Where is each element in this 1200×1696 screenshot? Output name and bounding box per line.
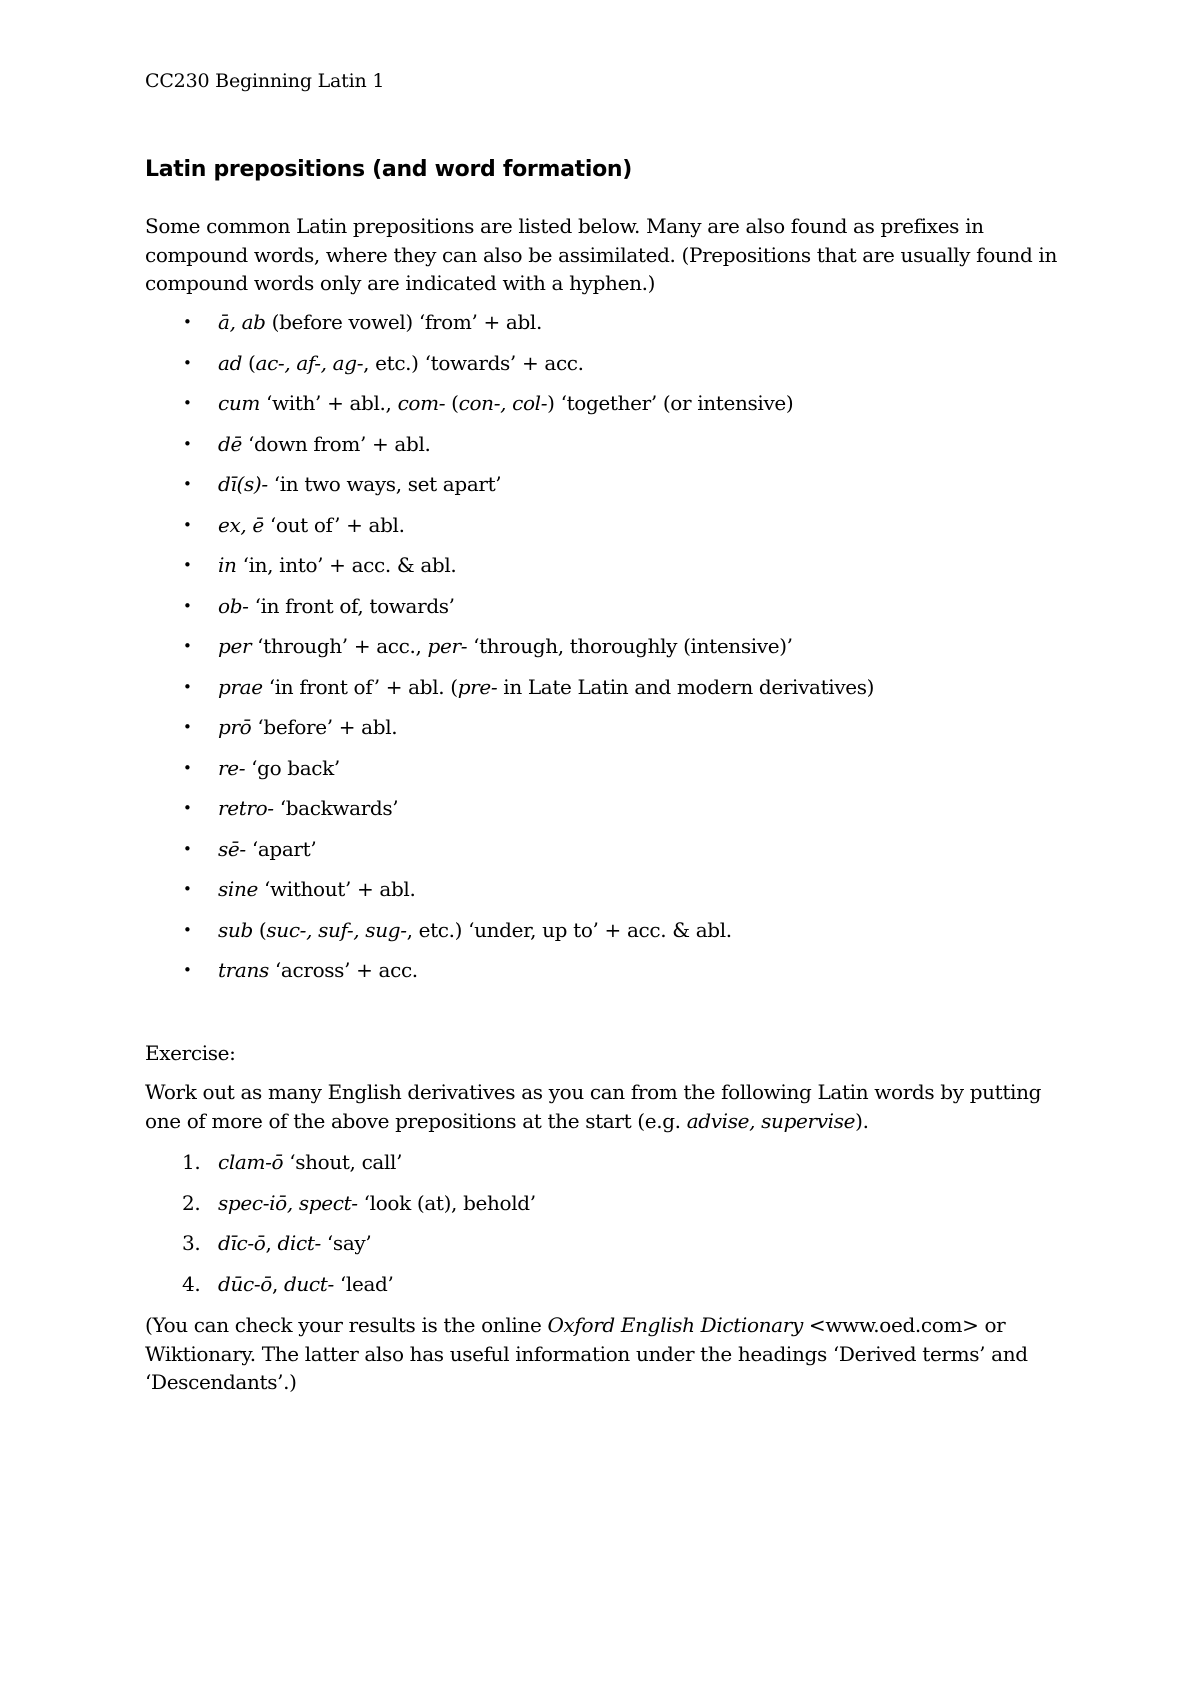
latin-term: ex, ē <box>218 512 264 537</box>
latin-term: prae <box>218 674 263 699</box>
latin-term: suc-, suf-, sug- <box>266 917 407 942</box>
text-run: ‘go back’ <box>245 755 340 780</box>
preposition-item <box>145 551 1075 592</box>
text-run: in Late Latin and modern derivatives) <box>497 674 875 699</box>
bullet-icon: • <box>183 677 192 696</box>
text-run: ‘lead’ <box>333 1271 394 1296</box>
text-run: ‘in front of, towards’ <box>248 593 455 618</box>
bullet-icon: • <box>183 353 192 372</box>
text-run: ). <box>855 1108 869 1133</box>
preposition-item <box>145 835 1075 876</box>
latin-term: dict- <box>277 1231 321 1255</box>
text-run: ‘through’ + acc., <box>251 634 428 658</box>
preposition-item <box>145 430 1075 471</box>
text-run: ‘without’ + abl. <box>257 877 416 901</box>
bullet-icon: • <box>183 961 192 979</box>
text-run: ‘out of’ + abl. <box>263 512 405 537</box>
latin-term: dī(s)- <box>218 472 268 496</box>
text-run: (You can check your results is the online <box>145 1313 548 1337</box>
preposition-item <box>145 349 1075 390</box>
latin-term: ā, ab <box>218 310 266 334</box>
preposition-item <box>145 592 1075 633</box>
preposition-item <box>145 754 1075 795</box>
text-run: ‘through, thoroughly (intensive)’ <box>467 634 793 658</box>
latin-term: ob- <box>218 593 249 618</box>
bullet-icon: • <box>183 596 192 615</box>
text-run: , etc.) ‘towards’ + acc. <box>363 350 584 375</box>
text-run: ( <box>252 917 267 942</box>
latin-term: sub <box>218 917 253 942</box>
preposition-item <box>145 875 1075 916</box>
latin-term: ac-, af-, ag- <box>255 350 364 375</box>
bullet-icon: • <box>183 434 192 453</box>
bullet-icon: • <box>183 799 192 817</box>
text-run: ‘apart’ <box>245 836 317 861</box>
bullet-icon: • <box>183 718 192 736</box>
latin-term: re- <box>218 755 246 780</box>
exercise-item <box>145 1148 1075 1189</box>
latin-term: duct- <box>283 1271 334 1296</box>
latin-term: prō <box>218 715 252 739</box>
preposition-item <box>145 956 1075 997</box>
latin-term: in <box>218 553 237 577</box>
closing-note <box>145 1311 1075 1397</box>
exercise-item <box>145 1229 1075 1270</box>
exercise-item <box>145 1270 1075 1311</box>
latin-term: spec-iō, spect- <box>218 1190 358 1215</box>
latin-term: dīc-ō <box>218 1231 266 1255</box>
text-run: ‘with’ + abl., <box>260 391 398 415</box>
text-run: ‘backwards’ <box>273 796 399 820</box>
text-run: ‘before’ + abl. <box>251 715 398 739</box>
bullet-icon: • <box>183 839 192 858</box>
item-number: 1. <box>182 1150 201 1174</box>
text-run: ‘look (at), behold’ <box>357 1190 536 1215</box>
exercise-item <box>145 1189 1075 1230</box>
latin-term: Oxford English Dictionary <box>547 1313 803 1337</box>
text-run: ( <box>445 391 459 415</box>
text-run: , <box>271 1271 284 1296</box>
latin-term: per <box>218 634 252 658</box>
bullet-icon: • <box>183 556 192 574</box>
exercise-instructions <box>145 1078 1075 1135</box>
latin-term: advise, supervise <box>686 1108 856 1133</box>
text-run: ‘down from’ + abl. <box>241 431 431 456</box>
page-title: Latin prepositions (and word formation) <box>145 157 633 182</box>
latin-term: ad <box>218 350 243 375</box>
intro-paragraph: Some common Latin prepositions are listed below. Many are also found as prefixes in compound words, where they can also be assimilated. (Prepositions that are usually found in compound words only are indicated with a hyphen.) <box>145 214 1057 295</box>
preposition-item <box>145 308 1075 349</box>
bullet-icon: • <box>183 880 192 898</box>
bullet-icon: • <box>183 920 192 939</box>
text-run: Work out as many English derivatives as you can from the following Latin words by putting one of more of the above prepositions at the start (e.g. <box>145 1080 1042 1133</box>
text-run: ‘shout, call’ <box>283 1150 403 1174</box>
preposition-item <box>145 389 1075 430</box>
latin-term: trans <box>218 958 269 982</box>
preposition-item <box>145 794 1075 835</box>
latin-term: pre- <box>457 674 498 699</box>
preposition-item <box>145 673 1075 714</box>
text-run: (before vowel) ‘from’ + abl. <box>265 310 542 334</box>
bullet-icon: • <box>183 313 192 331</box>
exercise-label: Exercise: <box>145 1041 236 1065</box>
text-run: ‘in front of’ + abl. ( <box>262 674 458 699</box>
latin-term: per- <box>427 634 468 658</box>
latin-term: clam-ō <box>218 1150 284 1174</box>
text-run: , <box>265 1231 278 1255</box>
text-run: ‘in two ways, set apart’ <box>267 472 502 496</box>
latin-term: com- <box>397 391 446 415</box>
text-run: ‘in, into’ + acc. & abl. <box>236 553 457 577</box>
latin-term: dē <box>218 431 242 456</box>
bullet-icon: • <box>183 758 192 777</box>
preposition-item <box>145 916 1075 957</box>
text-run: ‘say’ <box>320 1231 372 1255</box>
bullet-icon: • <box>183 515 192 534</box>
preposition-item <box>145 713 1075 754</box>
text-run: <www.oed.com> or Wiktionary. The latter also has useful information under the headings ‘Derived terms’ and ‘Descendants’.) <box>145 1313 1028 1394</box>
latin-term: cum <box>218 391 260 415</box>
latin-term: sine <box>218 877 258 901</box>
bullet-icon: • <box>183 637 192 655</box>
text-run: , etc.) ‘under, up to’ + acc. & abl. <box>406 917 732 942</box>
prepositions-list <box>145 308 1075 997</box>
bullet-icon: • <box>183 475 192 493</box>
latin-term: con-, col- <box>458 391 548 415</box>
bullet-icon: • <box>183 394 192 412</box>
latin-term: sē- <box>218 836 246 861</box>
item-number: 3. <box>182 1231 201 1255</box>
preposition-item <box>145 470 1075 511</box>
item-number: 2. <box>182 1190 201 1215</box>
latin-term: retro- <box>218 796 274 820</box>
item-number: 4. <box>182 1271 201 1296</box>
text-run: ) ‘together’ (or intensive) <box>547 391 794 415</box>
text-run: ‘across’ + acc. <box>268 958 418 982</box>
latin-term: dūc-ō <box>218 1271 272 1296</box>
course-header: CC230 Beginning Latin 1 <box>145 70 385 92</box>
exercise-list <box>145 1148 1075 1310</box>
preposition-item <box>145 632 1075 673</box>
text-run: ( <box>242 350 256 375</box>
preposition-item <box>145 511 1075 552</box>
